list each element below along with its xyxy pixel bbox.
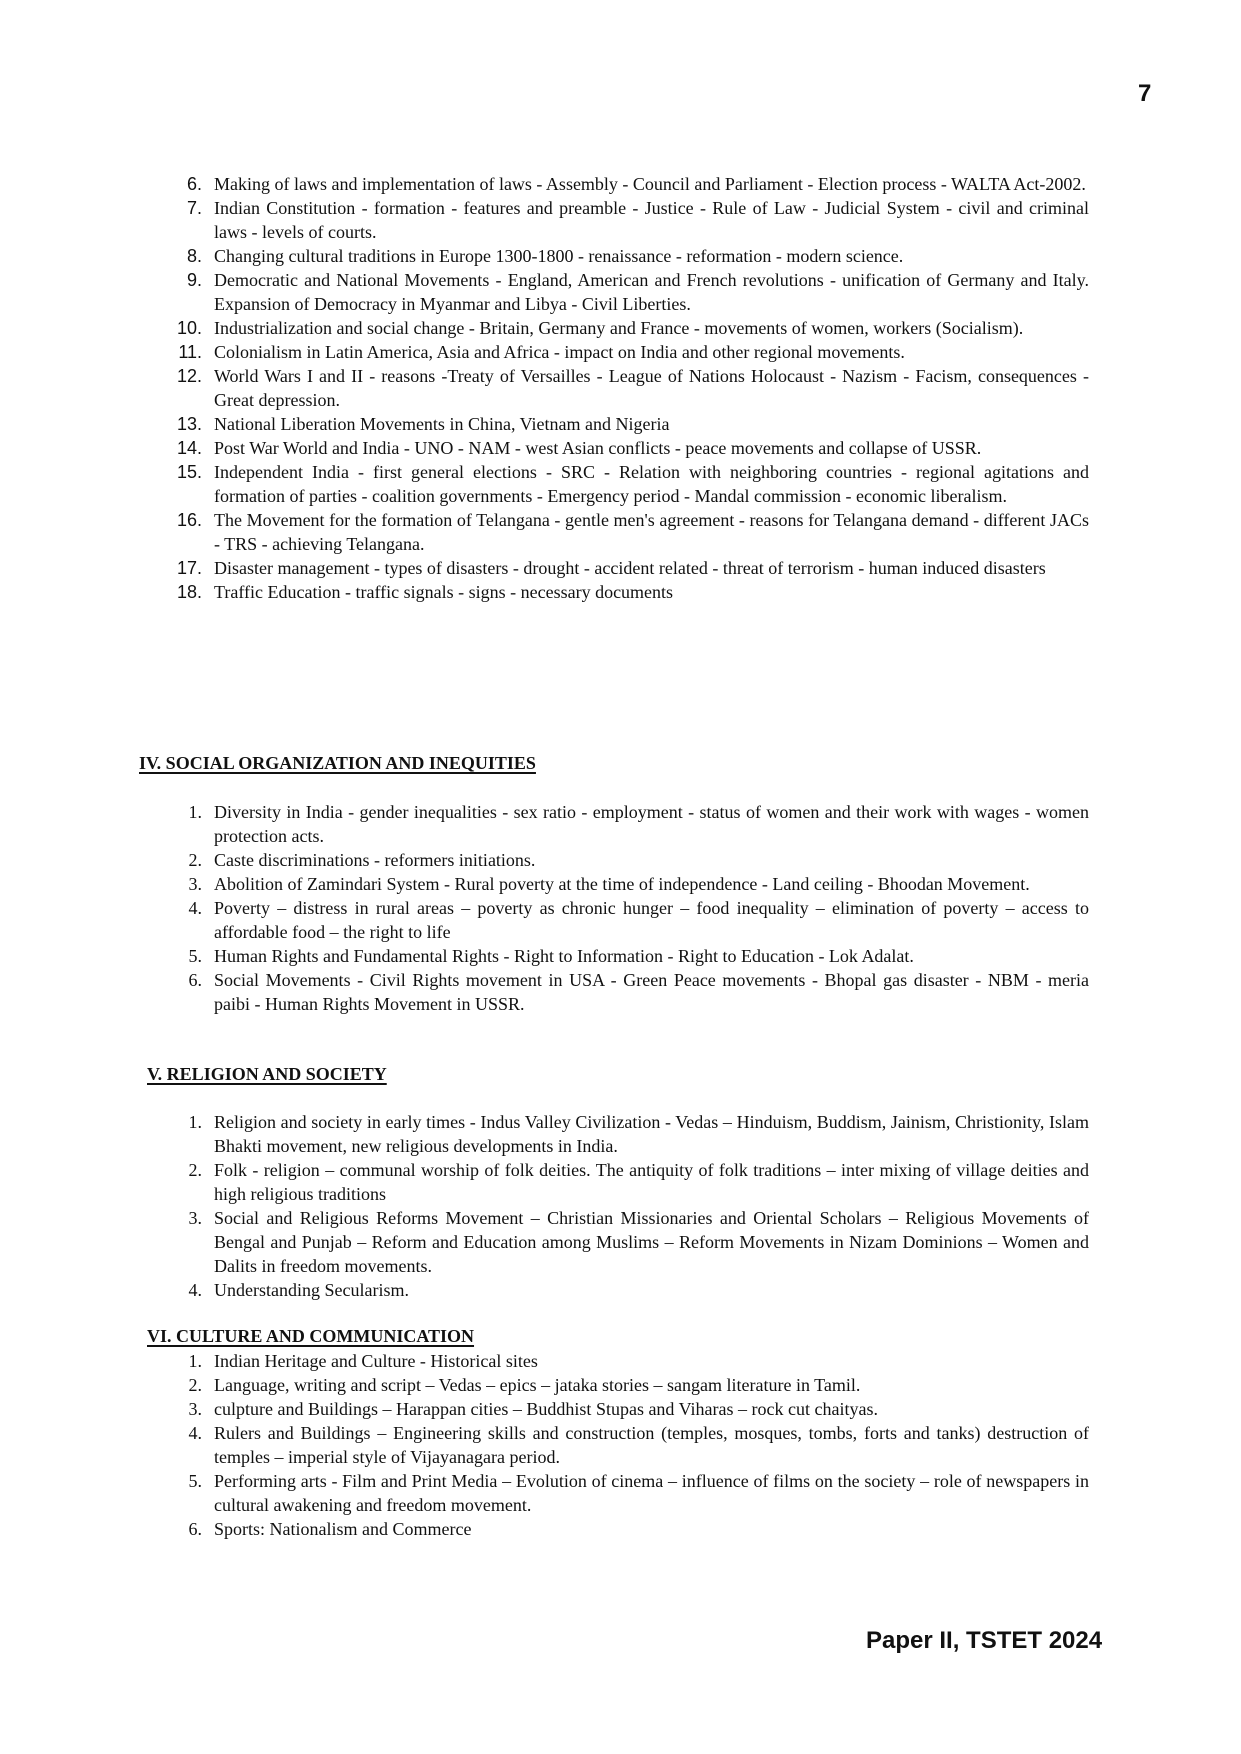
list-item <box>0 944 1241 968</box>
section-v-heading: V. RELIGION AND SOCIETY <box>147 1064 387 1084</box>
item-text: Performing arts - Film and Print Media – Evolution of cinema – influence of films on the society – role of newspapers in cultural awakening and freedom movement. <box>214 1471 1089 1515</box>
item-number: 1. <box>188 1351 202 1371</box>
item-number: 8. <box>186 246 202 266</box>
list-item <box>0 1517 1241 1541</box>
list-item <box>0 580 1241 604</box>
item-text: Disaster management - types of disasters - drought - accident related - threat of terrorism - human induced disasters <box>214 558 1046 578</box>
item-number: 17. <box>176 558 202 578</box>
list-item <box>0 436 1241 460</box>
item-number: 5. <box>188 1471 202 1491</box>
item-text: National Liberation Movements in China, Vietnam and Nigeria <box>214 414 670 434</box>
item-number: 5. <box>188 946 202 966</box>
item-number: 1. <box>188 802 202 822</box>
list-item <box>0 268 1241 316</box>
list-item <box>0 196 1241 244</box>
item-number: 7. <box>186 198 202 218</box>
list-item <box>0 1373 1241 1397</box>
item-text: Industrialization and social change - Britain, Germany and France - movements of women, workers (Socialism). <box>214 318 1024 338</box>
item-text: culpture and Buildings – Harappan cities – Buddhist Stupas and Viharas – rock cut chaityas. <box>214 1399 878 1419</box>
item-number: 1. <box>188 1112 202 1132</box>
list-item <box>0 1278 1241 1302</box>
item-text: Human Rights and Fundamental Rights - Right to Information - Right to Education - Lok Adalat. <box>214 946 914 966</box>
item-text: Diversity in India - gender inequalities - sex ratio - employment - status of women and their work with wages - women protection acts. <box>214 802 1089 846</box>
item-number: 4. <box>188 898 202 918</box>
item-number: 6. <box>188 970 202 990</box>
section-v-list <box>0 1110 1241 1302</box>
item-text: Caste discriminations - reformers initiations. <box>214 850 536 870</box>
section-iv-heading: IV. SOCIAL ORGANIZATION AND INEQUITIES <box>139 753 536 773</box>
item-number: 2. <box>188 1375 202 1395</box>
item-number: 3. <box>188 1399 202 1419</box>
item-text: Traffic Education - traffic signals - signs - necessary documents <box>214 582 674 602</box>
list-item <box>0 1158 1241 1206</box>
item-number: 3. <box>188 874 202 894</box>
list-item <box>0 316 1241 340</box>
list-item <box>0 1421 1241 1469</box>
item-number: 18. <box>176 582 202 602</box>
item-text: The Movement for the formation of Telangana - gentle men's agreement - reasons for Telangana demand - different JACs - TRS - achieving Telangana. <box>214 510 1089 554</box>
item-text: Abolition of Zamindari System - Rural poverty at the time of independence - Land ceiling - Bhoodan Movement. <box>214 874 1030 894</box>
list-item <box>0 968 1241 1016</box>
item-text: Social Movements - Civil Rights movement in USA - Green Peace movements - Bhopal gas disaster - NBM - meria paibi - Human Rights Movement in USSR. <box>214 970 1089 1014</box>
item-text: Rulers and Buildings – Engineering skills and construction (temples, mosques, tombs, forts and tanks) destruction of temples – imperial style of Vijayanagara period. <box>214 1423 1089 1467</box>
list-item <box>0 508 1241 556</box>
item-number: 2. <box>188 850 202 870</box>
list-item <box>0 364 1241 412</box>
list-item <box>0 244 1241 268</box>
item-number: 12. <box>176 366 202 386</box>
list-item <box>0 872 1241 896</box>
item-text: Democratic and National Movements - England, American and French revolutions - unification of Germany and Italy. Expansion of Democracy in Myanmar and Libya - Civil Liberties. <box>214 270 1089 314</box>
item-number: 15. <box>176 462 202 482</box>
item-text: Colonialism in Latin America, Asia and Africa - impact on India and other regional movements. <box>214 342 905 362</box>
list-item <box>0 172 1241 196</box>
section-iv-list <box>0 800 1241 1016</box>
item-text: Changing cultural traditions in Europe 1300-1800 - renaissance - reformation - modern science. <box>214 246 904 266</box>
item-text: Poverty – distress in rural areas – poverty as chronic hunger – food inequality – elimination of poverty – access to affordable food – the right to life <box>214 898 1089 942</box>
item-text: Indian Constitution - formation - features and preamble - Justice - Rule of Law - Judicial System - civil and criminal laws - levels of courts. <box>214 198 1089 242</box>
item-text: Language, writing and script – Vedas – epics – jataka stories – sangam literature in Tamil. <box>214 1375 861 1395</box>
section-vi-heading: VI. CULTURE AND COMMUNICATION <box>147 1326 475 1346</box>
item-number: 3. <box>188 1208 202 1228</box>
item-number: 11. <box>178 342 202 362</box>
item-text: Indian Heritage and Culture - Historical sites <box>214 1351 538 1371</box>
item-number: 4. <box>188 1280 202 1300</box>
item-text: World Wars I and II - reasons -Treaty of Versailles - League of Nations Holocaust - Nazism - Facism, consequences - Great depression. <box>214 366 1089 410</box>
list-item <box>0 1110 1241 1158</box>
list-item <box>0 1397 1241 1421</box>
list-item <box>0 1469 1241 1517</box>
list-item <box>0 800 1241 848</box>
list-item <box>0 460 1241 508</box>
item-text: Understanding Secularism. <box>214 1280 409 1300</box>
item-number: 10. <box>176 318 202 338</box>
item-text: Social and Religious Reforms Movement – Christian Missionaries and Oriental Scholars – Religious Movements of Bengal and Punjab – Reform and Education among Muslims – Reform Movements in Nizam Dominions – Women and Dalits in freedom movements. <box>214 1208 1089 1276</box>
list-item <box>0 556 1241 580</box>
item-number: 4. <box>188 1423 202 1443</box>
item-text: Religion and society in early times - Indus Valley Civilization - Vedas – Hinduism, Buddism, Jainism, Christionity, Islam Bhakti movement, new religious developments in India. <box>214 1112 1089 1156</box>
list-item <box>0 848 1241 872</box>
item-text: Independent India - first general elections - SRC - Relation with neighboring countries - regional agitations and formation of parties - coalition governments - Emergency period - Mandal commission - economic liberalism. <box>214 462 1089 506</box>
item-number: 16. <box>176 510 202 530</box>
list-item <box>0 412 1241 436</box>
list-item <box>0 1349 1241 1373</box>
item-text: Post War World and India - UNO - NAM - west Asian conflicts - peace movements and collapse of USSR. <box>214 438 982 458</box>
page-footer: Paper II, TSTET 2024 <box>866 1627 1103 1654</box>
item-text: Making of laws and implementation of laws - Assembly - Council and Parliament - Election process - WALTA Act-2002. <box>214 174 1086 194</box>
list-item <box>0 1206 1241 1278</box>
item-number: 2. <box>188 1160 202 1180</box>
item-text: Folk - religion – communal worship of folk deities. The antiquity of folk traditions – inter mixing of village deities and high religious traditions <box>214 1160 1089 1204</box>
page-number: 7 <box>1138 80 1152 107</box>
list-item <box>0 896 1241 944</box>
item-number: 6. <box>188 1519 202 1539</box>
list-item <box>0 340 1241 364</box>
section-vi-list <box>0 1349 1241 1541</box>
item-number: 13. <box>176 414 202 434</box>
section-iii-list <box>0 172 1241 604</box>
item-text: Sports: Nationalism and Commerce <box>214 1519 472 1539</box>
item-number: 9. <box>186 270 202 290</box>
item-number: 6. <box>186 174 202 194</box>
item-number: 14. <box>176 438 202 458</box>
